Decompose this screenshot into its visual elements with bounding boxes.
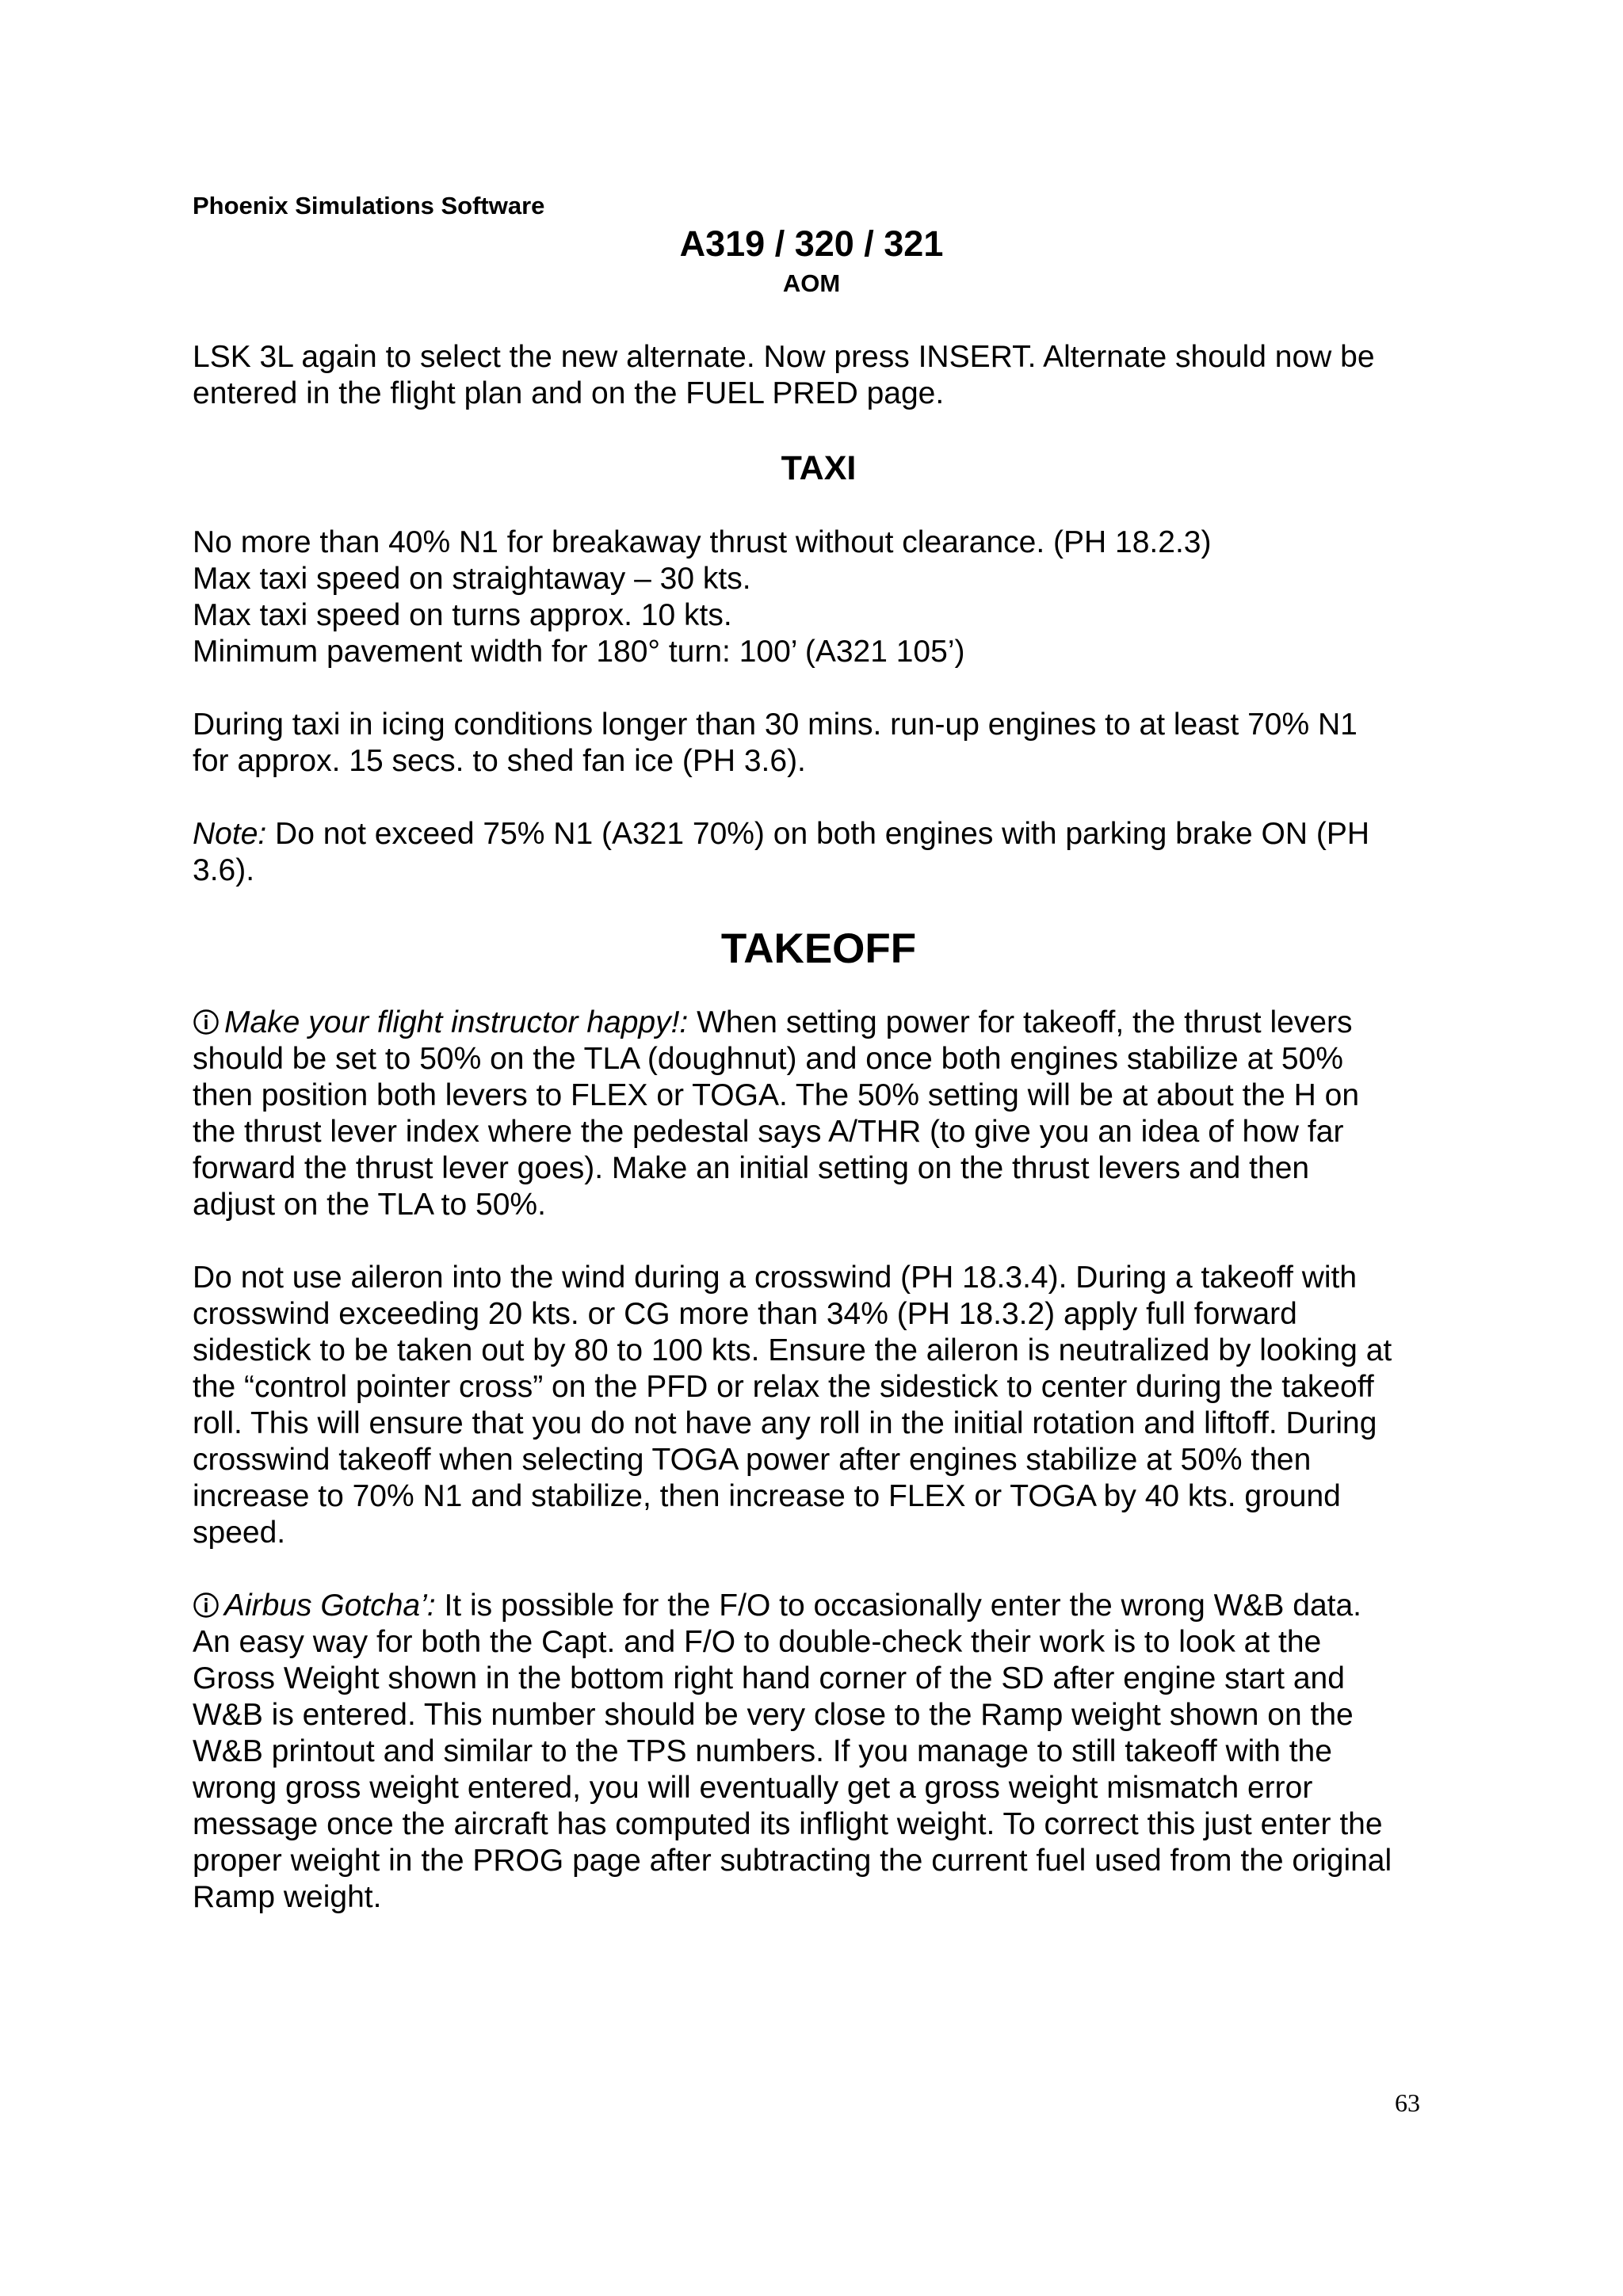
text-line: for approx. 15 secs. to shed fan ice (PH 3.6). <box>193 744 806 778</box>
text-line: the “control pointer cross” on the PFD or relax the sidestick to center during the takeoff <box>193 1370 1374 1404</box>
document-title: A319 / 320 / 321 <box>679 223 944 264</box>
text-line: crosswind exceeding 20 kts. or CG more than 34% (PH 18.3.2) apply full forward <box>193 1297 1297 1331</box>
intro-paragraph <box>193 339 1445 412</box>
tip-label: Make your flight instructor happy!: <box>224 1005 689 1039</box>
text-line <box>193 1588 1445 1624</box>
text-line: increase to 70% N1 and stabilize, then increase to FLEX or TOGA by 40 kts. ground <box>193 1479 1341 1513</box>
text-line <box>193 816 1445 852</box>
gotcha-label: Airbus Gotcha’: <box>224 1589 436 1623</box>
takeoff-gotcha-paragraph <box>193 1588 1445 1916</box>
text-line: Max taxi speed on turns approx. 10 kts. <box>193 598 732 632</box>
section-heading-takeoff: TAKEOFF <box>720 925 917 972</box>
text-line: An easy way for both the Capt. and F/O to double-check their work is to look at the <box>193 1625 1322 1659</box>
text-line: Ramp weight. <box>193 1880 382 1914</box>
text-line: Max taxi speed on straightaway – 30 kts. <box>193 562 751 596</box>
text-line: message once the aircraft has computed its inflight weight. To correct this just enter the <box>193 1807 1383 1841</box>
text-line: W&B is entered. This number should be very close to the Ramp weight shown on the <box>193 1698 1354 1732</box>
note-label: Note: <box>193 817 267 851</box>
document-subtitle: AOM <box>782 269 841 297</box>
text-line: wrong gross weight entered, you will eventually get a gross weight mismatch error <box>193 1771 1313 1805</box>
takeoff-tip-paragraph <box>193 1005 1445 1223</box>
text-line: then position both levers to FLEX or TOGA. The 50% setting will be at about the H on <box>193 1078 1360 1112</box>
text-line: Minimum pavement width for 180° turn: 100’ (A321 105’) <box>193 635 965 669</box>
text-line: During taxi in icing conditions longer than 30 mins. run-up engines to at least 70% N1 <box>193 707 1358 742</box>
info-icon <box>193 1009 220 1035</box>
taxi-note-paragraph <box>193 816 1445 889</box>
text-line: Gross Weight shown in the bottom right hand corner of the SD after engine start and <box>193 1661 1345 1695</box>
text-line: should be set to 50% on the TLA (doughnut) and once both engines stabilize at 50% <box>193 1042 1343 1076</box>
text-line: Do not use aileron into the wind during a crosswind (PH 18.3.4). During a takeoff with <box>193 1261 1358 1295</box>
company-name: Phoenix Simulations Software <box>193 192 545 219</box>
text-line: LSK 3L again to select the new alternate. Now press INSERT. Alternate should now be <box>193 340 1375 374</box>
text-line: forward the thrust lever goes). Make an initial setting on the thrust levers and then <box>193 1151 1310 1185</box>
page-number: 63 <box>1395 2088 1420 2117</box>
tip-text: When setting power for takeoff, the thrust levers <box>688 1005 1353 1039</box>
text-line: crosswind takeoff when selecting TOGA power after engines stabilize at 50% then <box>193 1443 1312 1477</box>
text-line: proper weight in the PROG page after subtracting the current fuel used from the original <box>193 1844 1392 1878</box>
text-line: W&B printout and similar to the TPS numbers. If you manage to still takeoff with the <box>193 1734 1332 1768</box>
text-line: sidestick to be taken out by 80 to 100 kts. Ensure the aileron is neutralized by looking at <box>193 1333 1392 1367</box>
text-line: 3.6). <box>193 853 255 887</box>
taxi-icing-paragraph <box>193 707 1445 780</box>
section-heading-taxi: TAXI <box>781 449 857 487</box>
text-line: No more than 40% N1 for breakaway thrust without clearance. (PH 18.2.3) <box>193 525 1212 559</box>
taxi-limits-paragraph <box>193 524 1445 670</box>
info-icon <box>193 1592 220 1619</box>
gotcha-text: It is possible for the F/O to occasionally enter the wrong W&B data. <box>435 1589 1362 1623</box>
text-line: the thrust lever index where the pedestal says A/THR (to give you an idea of how far <box>193 1115 1344 1149</box>
text-line <box>193 1005 1445 1041</box>
note-text: Do not exceed 75% N1 (A321 70%) on both engines with parking brake ON (PH <box>266 817 1369 851</box>
text-line: entered in the flight plan and on the FUEL PRED page. <box>193 376 945 410</box>
text-line: roll. This will ensure that you do not have any roll in the initial rotation and liftoff. During <box>193 1406 1377 1440</box>
text-line: adjust on the TLA to 50%. <box>193 1188 546 1222</box>
text-line: speed. <box>193 1516 286 1550</box>
document-body <box>193 339 1445 1952</box>
takeoff-crosswind-paragraph <box>193 1260 1445 1551</box>
